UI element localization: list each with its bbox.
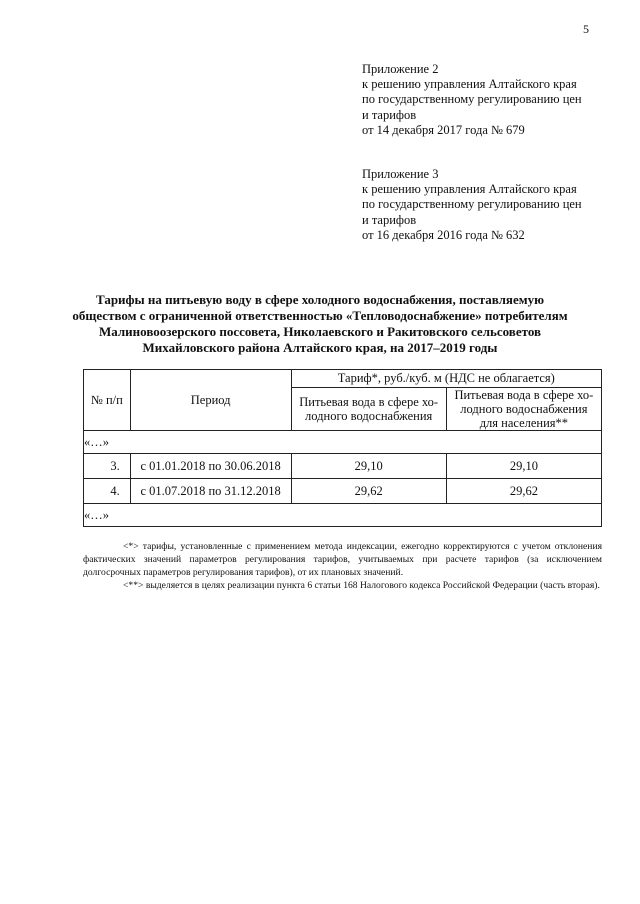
appendix-line: к решению управления Алтайского края bbox=[362, 77, 577, 92]
row-period: с 01.07.2018 по 31.12.2018 bbox=[130, 479, 291, 504]
footnote-1: <*> тарифы, установленные с применением метода индексации, ежегодно корректируются с учетом отклонения фактических значений параметров регулирования тарифов, учитываемых при расчете тарифов (за исключением долгосрочных параметров регулирования тарифов), от их плановых значений. bbox=[83, 541, 602, 578]
ellipsis-cell: «…» bbox=[84, 504, 602, 527]
row-tariff-2: 29,10 bbox=[446, 454, 601, 479]
header-line: Питьевая вода в сфере хо- bbox=[299, 395, 439, 409]
header-num: № п/п bbox=[84, 370, 131, 431]
header-line: лодного водоснабжения bbox=[305, 409, 433, 423]
ellipsis-cell: «…» bbox=[84, 431, 602, 454]
row-tariff-1: 29,62 bbox=[291, 479, 446, 504]
title-line: обществом с ограниченной ответственностью «Тепловодоснабжение» потребителям bbox=[72, 308, 568, 323]
row-num: 4. bbox=[84, 479, 131, 504]
title-line: Тарифы на питьевую воду в сфере холодного водоснабжения, поставляемую bbox=[95, 292, 545, 307]
ellipsis-row bbox=[84, 431, 602, 454]
appendix-line: Приложение 2 bbox=[362, 62, 439, 76]
appendix-line: и тарифов bbox=[362, 107, 417, 122]
appendix-3-block bbox=[362, 167, 632, 243]
appendix-line: от 14 декабря 2017 года № 679 bbox=[362, 122, 525, 137]
row-tariff-2: 29,62 bbox=[446, 479, 601, 504]
appendix-line: по государственному регулированию цен bbox=[362, 92, 582, 107]
table-row bbox=[84, 479, 602, 504]
appendix-line: по государственному регулированию цен bbox=[362, 197, 582, 212]
header-period: Период bbox=[130, 370, 291, 431]
title-line: Михайловского района Алтайского края, на 2017–2019 годы bbox=[142, 340, 498, 355]
tariff-table bbox=[83, 369, 602, 527]
header-tariff: Тариф*, руб./куб. м (НДС не облагается) bbox=[291, 370, 601, 388]
appendix-2-block bbox=[362, 62, 632, 138]
footnotes bbox=[83, 540, 602, 592]
appendix-line: Приложение 3 bbox=[362, 167, 439, 181]
table-header-row bbox=[84, 370, 602, 388]
appendix-line: к решению управления Алтайского края bbox=[362, 182, 577, 197]
page-number: 5 bbox=[583, 22, 589, 36]
appendix-line: и тарифов bbox=[362, 212, 417, 227]
header-tariff-1 bbox=[291, 388, 446, 431]
appendix-line: от 16 декабря 2016 года № 632 bbox=[362, 227, 525, 242]
row-num: 3. bbox=[84, 454, 131, 479]
header-line: Питьевая вода в сфере хо- bbox=[454, 388, 594, 402]
header-line: лодного водоснабжения bbox=[460, 402, 588, 416]
header-tariff-2 bbox=[446, 388, 601, 431]
ellipsis-row bbox=[84, 504, 602, 527]
row-tariff-1: 29,10 bbox=[291, 454, 446, 479]
title-line: Малиновоозерского поссовета, Николаевского и Ракитовского сельсоветов bbox=[98, 324, 542, 339]
row-period: с 01.01.2018 по 30.06.2018 bbox=[130, 454, 291, 479]
table-row bbox=[84, 454, 602, 479]
footnote-2: <**> выделяется в целях реализации пункта 6 статьи 168 Налогового кодекса Российской Федерации (часть вторая). bbox=[123, 580, 600, 591]
document-title bbox=[70, 292, 570, 356]
header-line: для населения** bbox=[479, 416, 569, 430]
